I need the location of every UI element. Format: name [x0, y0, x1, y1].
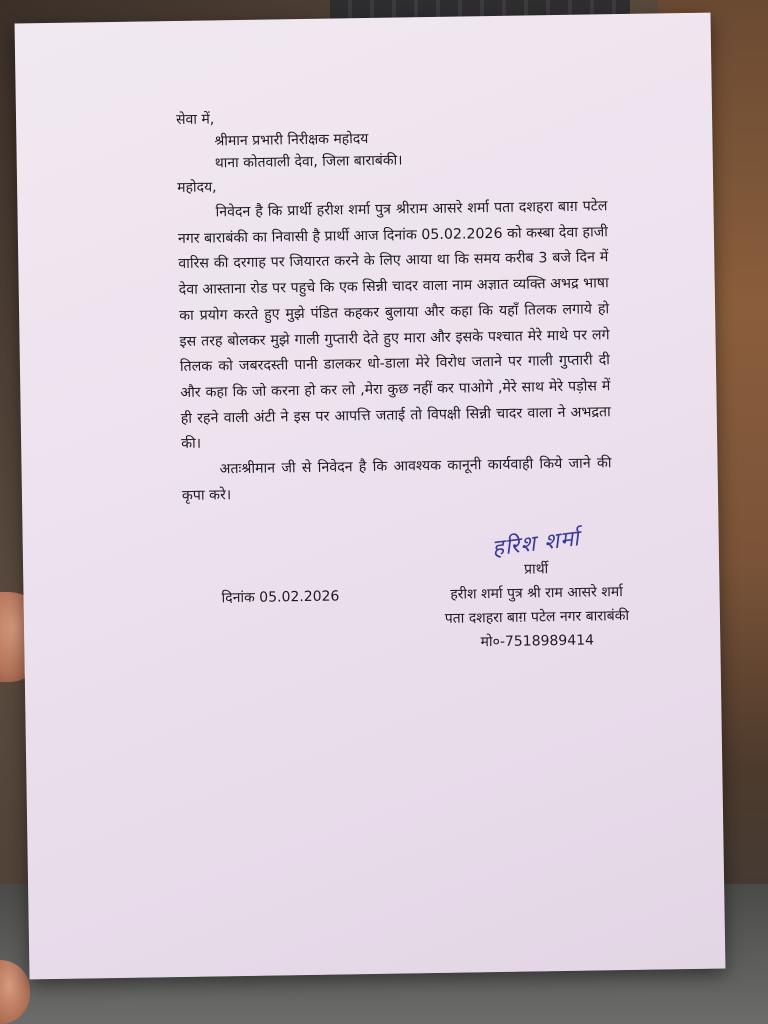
signature-block — [411, 525, 663, 655]
applicant-address: पता दशहरा बाग़ पटेल नगर बाराबंकी — [444, 607, 630, 627]
letter-date: दिनांक 05.02.2026 — [221, 588, 340, 607]
handwritten-signature: हरिश शर्मा — [490, 526, 582, 562]
letter-paper — [15, 13, 726, 980]
applicant-name: हरीश शर्मा पुत्र श्री राम आसरे शर्मा — [450, 584, 623, 603]
letter-body-block — [177, 194, 612, 509]
letter-request: अतःश्रीमान जी से निवेदन है कि आवश्यक कानूनी कार्यवाही किये जाने की कृपा करे। — [181, 455, 612, 504]
recipient-address: थाना कोतवाली देवा, जिला बाराबंकी। — [214, 152, 403, 172]
salutation: सेवा में, — [175, 111, 215, 128]
recipient-title: श्रीमान प्रभारी निरीक्षक महोदय — [214, 130, 369, 150]
letter-content — [175, 102, 612, 509]
letter-body: निवेदन है कि प्रार्थी हरीश शर्मा पुत्र श्रीराम आसरे शर्मा पता दशहरा बाग़ पटेल नगर बाराबंकी का निवासी है प्रार्थी आज दिनांक 05.02.2026 को कस्बा देवा हाजी वारिस की दरगाह पर जियारत करने के लिए आया था कि समय करीब 3 बजे दिन में देवा आस्ताना रोड पर पहुचे कि एक सिन्नी चादर वाला नाम अज्ञात व्यक्ति अभद्र भाषा का प्रयोग करते हुए मुझे पंडित कहकर बुलाया और कहा कि यहाँ तिलक लगाये हो इस तरह बोलकर मुझे गाली गुप्तारी देते हुए मारा और इसके पश्चात मेरे माथे पर लगे तिलक को जबरदस्ती पानी डालकर धो-डाला मेरे विरोध जताने पर गाली गुप्तारी दी और कहा कि जो करना हो कर लो ,मेरा कुछ नहीं कर पाओगे ,मेरे साथ मेरे पड़ोस में ही रहने वाली अंटी ने इस पर आपत्ति जताई तो विपक्षी सिन्नी चादर वाला ने अभद्रता की। — [177, 198, 611, 453]
applicant-label: प्रार्थी — [523, 561, 549, 578]
greeting: महोदय, — [177, 179, 217, 196]
applicant-mobile: मो०-7518989414 — [480, 632, 595, 651]
